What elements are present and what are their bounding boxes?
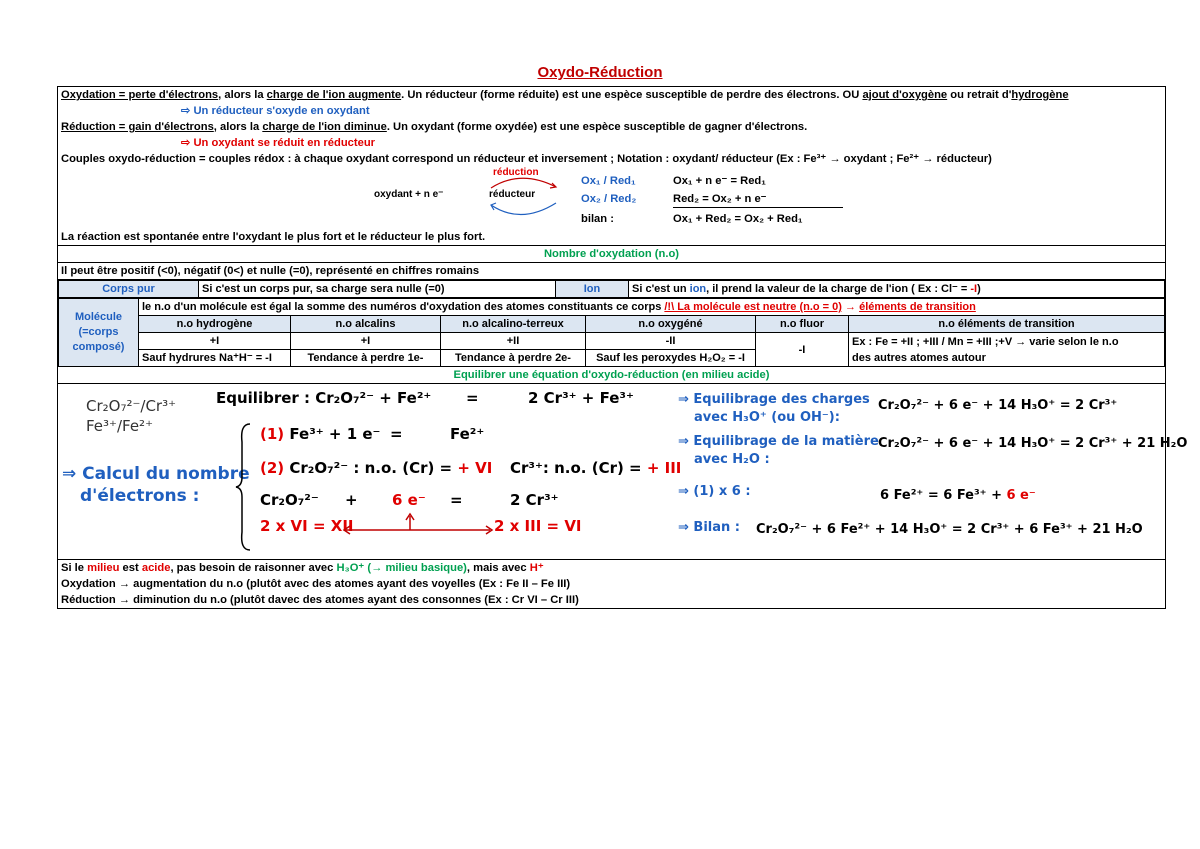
red-def-term: Réduction = gain d'électrons <box>61 121 214 133</box>
step2-left-no: + VI <box>457 459 493 477</box>
f1-c: est <box>119 562 142 574</box>
table-row <box>59 299 1165 316</box>
table-cell: Sauf les peroxydes H₂O₂ = -I <box>586 350 756 367</box>
col-header: n.o fluor <box>756 316 849 333</box>
couple2-label: Ox₂ / Red₂ <box>581 193 637 205</box>
times6-label: ⇒ (1) x 6 : <box>678 484 751 499</box>
equilibrer-left: Equilibrer : Cr₂O₇²⁻ + Fe²⁺ <box>216 389 432 407</box>
f1-h: H⁺ <box>529 562 544 574</box>
ion-text-b: ion <box>689 283 707 295</box>
red-def-text2: . Un oxydant (forme oxydée) est une espèce susceptible de gagner d'électrons. <box>386 121 808 133</box>
table-cell: -II <box>586 333 756 350</box>
ox-def-charge: charge de l'ion augmente <box>266 89 402 101</box>
footer-line-1 <box>61 560 1162 576</box>
calc-title-2: d'électrons : <box>80 486 200 506</box>
couple-cr: Cr₂O₇²⁻/Cr³⁺ <box>86 397 177 415</box>
col-header: n.o hydrogène <box>139 316 291 333</box>
step2-left: Cr₂O₇²⁻ : n.o. (Cr) = <box>284 459 458 477</box>
ion-text <box>629 281 1165 298</box>
molecule-label: Molécule (=corps composé) <box>59 299 139 367</box>
bilan-final-label: ⇒ Bilan : <box>678 520 740 535</box>
charges-label-1: ⇒ Equilibrage des charges <box>678 392 870 407</box>
step1-num: (1) <box>260 425 285 443</box>
mol-text-d: éléments de transition <box>859 301 976 313</box>
corps-pur-label: Corps pur <box>59 281 199 298</box>
f1-e: , pas besoin de raisonner avec <box>170 562 337 574</box>
diagram-left: oxydant + n e⁻ <box>374 189 444 200</box>
equilibrer-right: 2 Cr³⁺ + Fe³⁺ <box>528 389 634 407</box>
ox-def-text3: ou retrait d' <box>947 89 1012 101</box>
footer-line-3: Réduction → diminution du n.o (plutôt davec des atomes ayant des consonnes (Ex : Cr VI – Cr III) <box>61 594 579 606</box>
table-cell: Tendance à perdre 1e- <box>291 350 441 367</box>
spontaneous-line: La réaction est spontanée entre l'oxydant le plus fort et le réducteur le plus fort. <box>61 231 486 243</box>
step4-arrows <box>340 512 496 542</box>
transition-cell <box>849 333 1165 367</box>
equilibrer-sign: = <box>466 389 479 407</box>
ion-label: Ion <box>556 281 629 298</box>
mol-text-b: /!\ La molécule est neutre (n.o = 0) <box>664 301 842 313</box>
table-cell: +I <box>139 333 291 350</box>
times6-eq-a: 6 Fe²⁺ = 6 Fe³⁺ + <box>880 488 1007 503</box>
step1-sign: = <box>390 425 403 443</box>
balancing-panel <box>58 384 1188 560</box>
table-row <box>59 333 1165 350</box>
half-eq-2: Red₂ = Ox₂ + n e⁻ <box>673 193 767 205</box>
ox-def-hydrogen: hydrogène <box>1011 89 1069 101</box>
ion-text-e: ) <box>977 283 981 295</box>
step3-left: Cr₂O₇²⁻ <box>260 491 319 509</box>
ox-def-oxygen: ajout d'oxygène <box>862 89 948 101</box>
table-cell: +II <box>441 333 586 350</box>
no-sign-line: Il peut être positif (<0), négatif (0<) et nulle (=0), représenté en chiffres romains <box>58 263 1165 280</box>
table-row <box>59 281 1165 298</box>
molecule-text <box>139 299 1165 316</box>
times6-eq-b: 6 e⁻ <box>1006 488 1036 503</box>
step3-electrons: 6 e⁻ <box>392 491 426 509</box>
brace <box>234 422 254 552</box>
ox-def-text: , alors la <box>218 89 267 101</box>
col-header: n.o alcalino-terreux <box>441 316 586 333</box>
calc-title-1: ⇒ Calcul du nombre <box>62 464 250 484</box>
oxidation-arrow <box>491 203 556 215</box>
ion-text-c: , il prend la valeur de la charge de l'ion ( Ex : Cl⁻ = <box>706 283 971 295</box>
step4-right: 2 x III = VI <box>494 517 582 535</box>
col-header: n.o éléments de transition <box>849 316 1165 333</box>
f1-g: , mais avec <box>466 562 530 574</box>
step4-left: 2 x VI = XII <box>260 517 354 535</box>
step3-plus: + <box>345 491 358 509</box>
summary-sheet <box>57 86 1188 609</box>
mol-text-c: → <box>841 301 860 313</box>
col-header: n.o alcalins <box>291 316 441 333</box>
f1-a: Si le <box>61 562 88 574</box>
col-header: n.o oxygéné <box>586 316 756 333</box>
half-eq-1: Ox₁ + n e⁻ = Red₁ <box>673 175 766 187</box>
table-cell: +I <box>291 333 441 350</box>
charges-eq: Cr₂O₇²⁻ + 6 e⁻ + 14 H₃O⁺ = 2 Cr³⁺ <box>878 398 1118 413</box>
step1-left: Fe³⁺ + 1 e⁻ <box>284 425 381 443</box>
half-eq-bilan: Ox₁ + Red₂ = Ox₂ + Red₁ <box>673 213 803 225</box>
couples-line: Couples oxydo-réduction = couples rédox : à chaque oxydant correspond un réducteur et inversement ; Notation : oxydant/ réducteur (Ex : Fe³⁺ → oxydant ; Fe²⁺ → réducteur) <box>61 153 992 165</box>
step2-right-no: + III <box>646 459 682 477</box>
f1-d: acide <box>141 562 171 574</box>
red-def-charge: charge de l'ion diminue <box>262 121 387 133</box>
step3-sign: = <box>450 491 463 509</box>
step1-right: Fe²⁺ <box>450 425 485 443</box>
ox-def-text2: . Un réducteur (forme réduite) est une espèce susceptible de perdre des électrons. OU <box>401 89 863 101</box>
no-table-top <box>58 280 1165 298</box>
matiere-label-2: avec H₂O : <box>694 452 770 467</box>
transition-line-2: des autres atomes autour <box>852 351 986 364</box>
table-cell: -I <box>756 333 849 367</box>
couple1-label: Ox₁ / Red₁ <box>581 175 636 187</box>
page-title: Oxydo-Réduction <box>537 64 663 81</box>
reduction-definition <box>61 119 1162 135</box>
couple-fe: Fe³⁺/Fe²⁺ <box>86 417 153 435</box>
times6-eq <box>880 488 1036 504</box>
transition-line-1: Ex : Fe = +II ; +III / Mn = +III ;+V → varie selon le n.o <box>852 335 1119 348</box>
table-cell: Sauf hydrures Na⁺H⁻ = -I <box>139 350 291 367</box>
red-def-text: , alors la <box>213 121 263 133</box>
diagram-right: réducteur <box>489 189 536 200</box>
step2-num: (2) <box>260 459 285 477</box>
matiere-eq: Cr₂O₇²⁻ + 6 e⁻ + 14 H₃O⁺ = 2 Cr³⁺ + 21 H₂O <box>878 436 1188 451</box>
diagram-reduction-label: réduction <box>493 167 539 178</box>
step2-right <box>510 460 681 476</box>
bilan-label: bilan : <box>581 213 614 225</box>
bilan-final-eq: Cr₂O₇²⁻ + 6 Fe²⁺ + 14 H₃O⁺ = 2 Cr³⁺ + 6 Fe³⁺ + 21 H₂O <box>756 522 1143 537</box>
oxidation-definition <box>61 87 1162 103</box>
no-heading: Nombre d'oxydation (n.o) <box>58 246 1165 263</box>
table-cell: Tendance à perdre 2e- <box>441 350 586 367</box>
step1 <box>260 426 380 442</box>
definitions-block <box>58 87 1165 246</box>
step3-right: 2 Cr³⁺ <box>510 491 559 509</box>
equil-heading: Equilibrer une équation d'oxydo-réduction (en milieu acide) <box>58 367 1165 384</box>
redox-diagram <box>61 167 1162 229</box>
matiere-label-1: ⇒ Equilibrage de la matière <box>678 434 879 449</box>
step2-right-text: Cr³⁺: n.o. (Cr) = <box>510 459 647 477</box>
f1-b: milieu <box>87 562 120 574</box>
footer-line-2: Oxydation → augmentation du n.o (plutôt avec des atomes ayant des voyelles (Ex : Fe II – Fe III) <box>61 578 571 590</box>
footer-notes <box>58 560 1165 608</box>
charges-label-2: avec H₃O⁺ (ou OH⁻): <box>694 410 840 425</box>
oxidation-note: ⇨ Un réducteur s'oxyde en oxydant <box>181 105 370 117</box>
ox-def-term: Oxydation = perte d'électrons <box>61 89 219 101</box>
bilan-rule <box>673 207 843 208</box>
table-header-row <box>59 316 1165 333</box>
no-table-molecule <box>58 298 1165 367</box>
f1-f: H₃O⁺ (→ milieu basique) <box>336 562 467 574</box>
reduction-note: ⇨ Un oxydant se réduit en réducteur <box>181 137 376 149</box>
mol-text-a: le n.o d'un molécule est égal la somme des numéros d'oxydation des atomes constituants ce corps <box>142 301 665 313</box>
corps-pur-text: Si c'est un corps pur, sa charge sera nulle (=0) <box>199 281 556 298</box>
step2 <box>260 460 492 476</box>
ion-text-d: -I <box>970 283 978 295</box>
ion-text-a: Si c'est un <box>632 283 690 295</box>
